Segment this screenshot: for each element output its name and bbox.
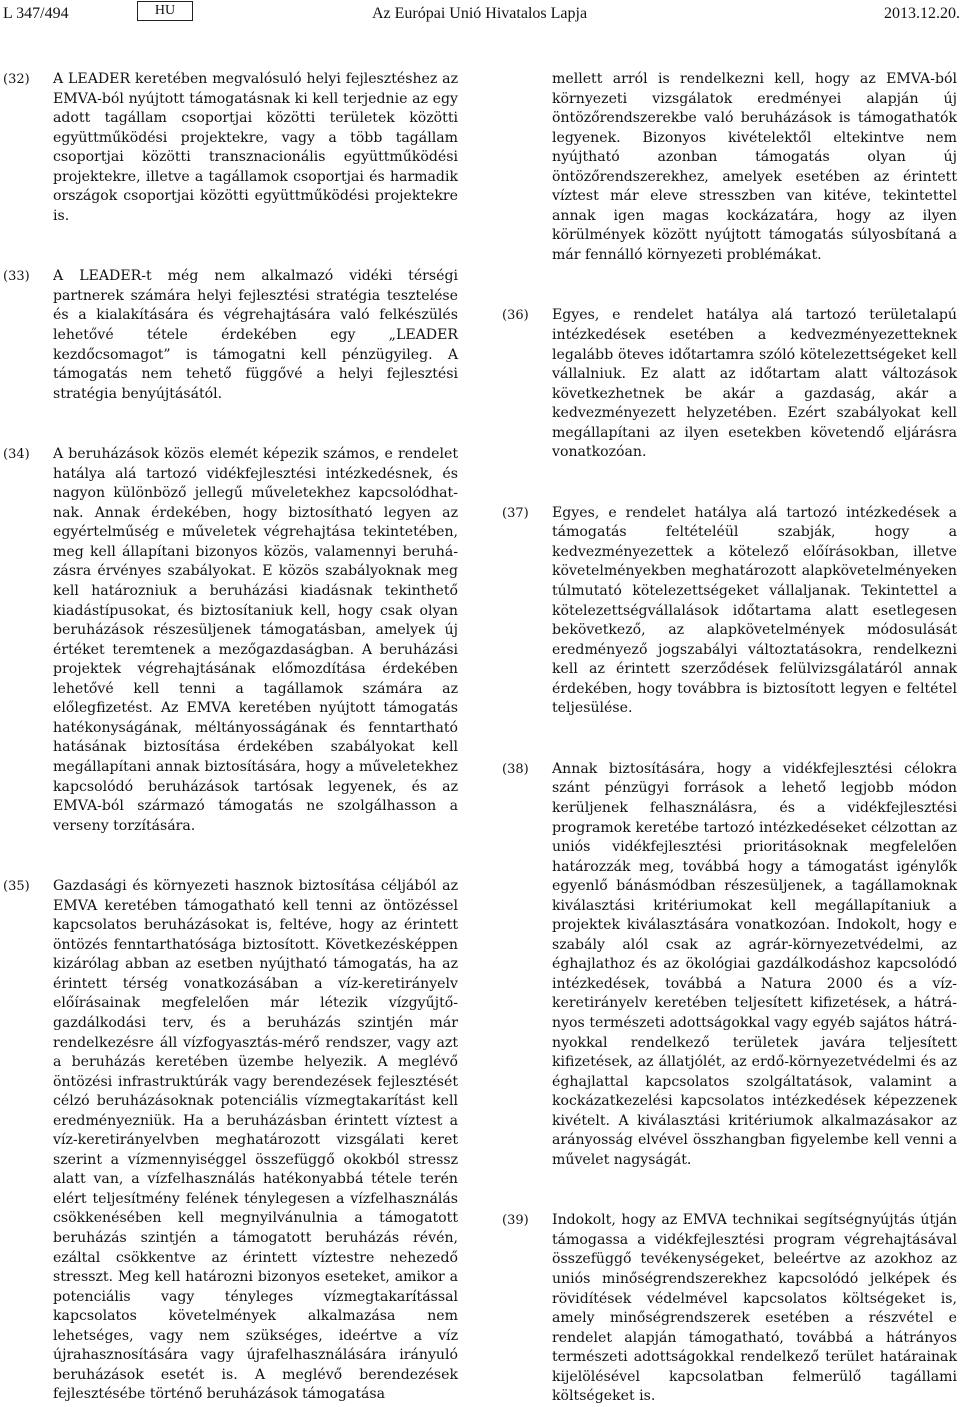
recital-text: Indokolt, hogy az EMVA technikai segítségnyújtás útján támogassa a vidékfejlesztési program végrehajtásával összefüggő tevékenységeket, beleértve az azokhoz az uniós minőségrendszerekhez kapcsolódó jelképek és rövidítések védelmével kapcsolatos költségeket is, amely minőségrendszerek esetében a részvétel e rendelet alapján támogatható, továbbá a hátrányos természeti adottságokkal rendelkező terület határainak kijelölésével kapcsolatban felmerülő tagállami költségeket is. <box>552 1212 957 1405</box>
recital-33 <box>3 267 458 404</box>
recital-text: A beruházások közös elemét képezik számos, e rendelet hatálya alá tartozó vidékfejlesztési intézkedésnek, és nagyon különböző jellegű műveletekhez kapcsolódhatnak. Annak érdekében, hogy biztosítható legyen az egyértelműség e műveletek végrehajtása tekintetében, meg kell állapítani bizonyos közös, valamennyi beruházásra érvényes szabályokat. E közös szabályoknak meg kell határozniuk a beruházási kiadásnak tekinthető kiadástípusokat, és biztosítaniuk kell, hogy csak olyan beruházások részesüljenek támogatásban, amelyek új értéket teremtenek a mezőgazdaságban. A beruházási projektek végrehajtásának előmozdítása érdekében lehetővé kell tenni a tagállamok számára az előlegfizetést. Az EMVA keretében nyújtott támogatás hatékonyságának, méltányosságának és fenntartható hatásának biztosítása érdekében szabályokat kell megállapítani annak biztosítására, hogy a műveletekhez kapcsolódó beruházások tartósak legyenek, és az EMVA-ból származó támogatás ne szolgálhasson a verseny torzítására. <box>53 446 458 834</box>
left-column <box>3 70 458 1405</box>
language-badge: HU <box>137 1 193 21</box>
recital-36 <box>502 306 957 462</box>
recital-35-continuation: mellett arról is rendelkezni kell, hogy az EMVA-ból környezeti vizsgálatok eredményei alapján új öntözőrendszerekbe való beruházások is támogathatók legyenek. Bizonyos kivételektől eltekintve nem nyújtható azonban támogatás olyan új öntözőrendszerekhez, amelyek esetében az érintett víztest már eleve stresszben van kitéve, tekintettel annak igen magas kockázatára, hogy az ilyen körülmények között nyújtott támogatás súlyosbítaná a már fennálló környezeti problémákat. <box>552 71 957 263</box>
recital-number: (33) <box>3 269 30 285</box>
recital-number: (39) <box>502 1213 529 1229</box>
recital-number: (35) <box>3 879 30 895</box>
recital-35 <box>3 877 458 1405</box>
right-column <box>502 70 957 1407</box>
recital-39 <box>502 1211 957 1406</box>
recital-32 <box>3 70 458 226</box>
recital-number: (36) <box>502 308 529 324</box>
recital-number: (32) <box>3 72 30 87</box>
journal-title: Az Európai Unió Hivatalos Lapja <box>372 5 588 22</box>
page-reference: L 347/494 <box>3 5 69 22</box>
page-header <box>0 0 960 36</box>
recital-text: A LEADER keretében megvalósuló helyi fejlesztéshez az EMVA-ból nyújtott támogatásnak ki kell terjednie az egy adott tagállam csoportjai közötti területek közötti együttműködési projektekre, vagy a több tagállam csoportjai közötti transznacionális együttműködési projektekre, illetve a tagállamok csoportjai és harmadik országok csoportjai közötti együttműködési projektekre is. <box>53 71 458 224</box>
recital-text: Gazdasági és környezeti hasznok biztosítása céljából az EMVA keretében támogatható kell tenni az öntözéssel kapcsolatos beruházásokat is, feltéve, hogy az érintett öntözés fenntarthatósága biztosított. Következésképpen kizárólag abban az esetben nyújtható támogatás, ha az érintett térség vonatkozásában a víz-keretirányelv előírásainak megfelelően már létezik vízgyűjtő-gazdálkodási terv, és a beruházás szintjén már rendelkezésre áll vízfogyasztás-mérő rendszer, vagy azt a beruházás keretében üzembe helyezik. A meglévő öntözési infrastruktúrák vagy berendezések fejlesztését célzó beruházásoknak potenciális vízmegtakarítást kell eredményezniük. Ha a beruházásban érintett víztest a víz-keretirányelvben meghatározott vizsgálati keret szerint a vízmennyiséggel összefüggő okokból stressz alatt van, a vízfelhasználás hatékonyabbá tétele terén elért teljesítmény felének ténylegesen a vízfelhasználás csökkenésében kell megnyilvánulnia a támogatott beruházás szintjén a támogatott beruházás révén, ezáltal csökkentve az érintett víztestre nehezedő stresszt. Meg kell határozni bizonyos eseteket, amikor a potenciális vagy tényleges vízmegtakarítással kapcsolatos követelmények alkalmazása nem lehetséges, vagy nem szükséges, ideértve a víz újrahasznosítására vagy újrafelhasználására irányuló beruházások esetét is. A meglévő berendezések fejlesztésébe történő beruházások támogatása <box>53 878 458 1403</box>
recital-text: Annak biztosítására, hogy a vidékfejlesztési célokra szánt pénzügyi források a lehető legjobb módon kerüljenek felhasználásra, és a vidékfejlesztési programok keretébe tartozó intézkedéseket célzottan az uniós vidékfejlesztési prioritásoknak megfelelően határozzák meg, továbbá hogy a támogatást igénylők egyenlő bánásmódban részesüljenek, a tagállamoknak kiválasztási kritériumokat kell megállapítaniuk a projektek kiválasztására vonatkozóan. Indokolt, hogy e szabály alól csak az agrár-környezetvédelmi, az éghajlathoz és az ökológiai gazdálkodáshoz kapcsolódó intézkedések, továbbá a Natura 2000 és a víz-keretirányelv keretében teljesített kifizetések, a hátrányos természeti adottságokkal vagy egyéb sajátos hátrányokkal rendelkező területek javára teljesített kifizetések, az állatjólét, az erdő-környezetvédelmi és az éghajlattal kapcsolatos szolgáltatások, valamint a kockázatkezelési kapcsolatos intézkedések képezzenek kivételt. A kiválasztási kritériumok alkalmazásakor az arányosság elvével összhangban figyelembe kell venni a művelet nagyságát. <box>552 760 957 1168</box>
recital-number: (34) <box>3 447 30 463</box>
recital-number: (37) <box>502 505 529 521</box>
recital-text: Egyes, e rendelet hatálya alá tartozó intézkedések a támogatás feltételéül szabják, hogy a kedvezményezettek a kötelező előírásokban, illetve követelményekben meghatározott alapkövetelményeken túlmutató kötelezettségeket vállaljanak. Tekintettel a kötelezettségvállalások időtartama alatt esetlegesen bekövetkező, az alapkövetelmények módosulását eredményező jogszabályi változtatásokra, rendelkezni kell az érintett szerződések felülvizsgálatáról annak érdekében, hogy továbbra is biztosított legyen e feltétel teljesülése. <box>552 504 957 717</box>
recital-text: Egyes, e rendelet hatálya alá tartozó területalapú intézkedések esetében a kedvezményezetteknek legalább öteves időtartamra szóló kötelezettségeket kell vállalniuk. Ez alatt az időtartam alatt változások következhetnek be akár a gazdaság, akár a kedvezményezett helyzetében. Ezért szabályokat kell megállapítani az ilyen esetekben követendő eljárásra vonatkozóan. <box>552 307 957 461</box>
recital-37 <box>502 504 957 719</box>
recital-34 <box>3 445 458 836</box>
recital-text: A LEADER-t még nem alkalmazó vidéki térségi partnerek számára helyi fejlesztési stratégia tesztelése és a kialakítására és végrehajtására való felkészülés lehetővé tétele érdekében egy „LEADER kezdőcsomagot” is támogatni kell pénzügyileg. A támogatás nem tehető függővé a helyi fejlesztési stratégia benyújtásától. <box>53 268 458 402</box>
recital-number: (38) <box>502 761 529 777</box>
publication-date: 2013.12.20. <box>884 5 960 22</box>
recital-38 <box>502 760 957 1170</box>
